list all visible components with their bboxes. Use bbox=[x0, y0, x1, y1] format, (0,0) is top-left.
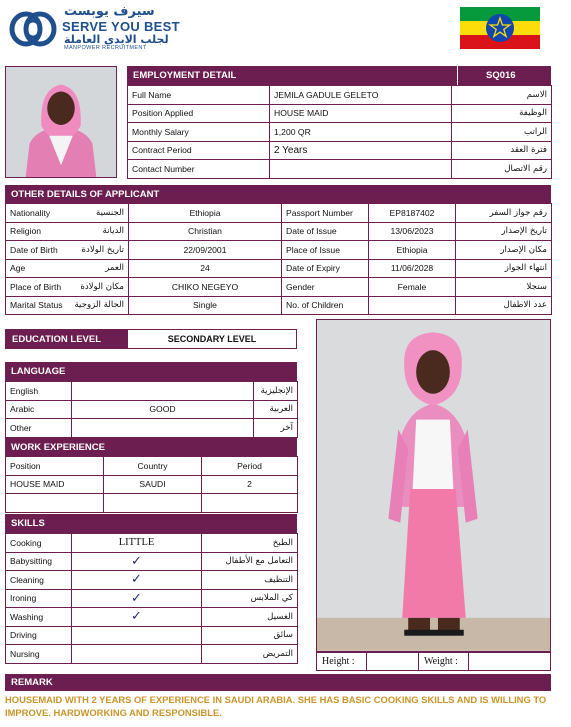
skill-name-arabic: التعامل مع الأطفال bbox=[202, 552, 298, 571]
height-label: Height : bbox=[317, 653, 367, 670]
field-label: Monthly Salary bbox=[128, 123, 270, 142]
checkmark-icon: ✓ bbox=[131, 590, 142, 606]
logo-knot-icon bbox=[8, 8, 58, 50]
skill-level bbox=[72, 645, 202, 664]
field-label: Full Name bbox=[128, 86, 270, 105]
field-value: CHIKO NEGEYO bbox=[129, 278, 282, 297]
field-label: Contact Number bbox=[128, 160, 270, 179]
field-label-arabic: الحالة الزوجية bbox=[66, 296, 129, 315]
language-level: GOOD bbox=[72, 400, 254, 419]
language-row bbox=[6, 419, 298, 438]
field-value: 2 Years bbox=[270, 141, 452, 160]
other-details-section bbox=[5, 185, 551, 315]
remark-header: REMARK bbox=[5, 674, 551, 691]
skill-level bbox=[72, 552, 202, 571]
field-value bbox=[369, 296, 456, 315]
skill-name: Babysitting bbox=[6, 552, 72, 571]
field-label-arabic: عدد الاطفال bbox=[456, 296, 552, 315]
skill-name-arabic: التنظيف bbox=[202, 571, 298, 590]
other-details-row bbox=[6, 296, 552, 315]
employment-row bbox=[128, 160, 552, 179]
employment-table bbox=[127, 85, 552, 179]
field-value: 11/06/2028 bbox=[369, 259, 456, 278]
skill-row bbox=[6, 552, 298, 571]
work-experience-table bbox=[5, 456, 298, 513]
field-label: Date of Issue bbox=[282, 222, 369, 241]
checkmark-icon: ✓ bbox=[131, 609, 142, 625]
skill-row bbox=[6, 626, 298, 645]
skill-name-arabic: التمريض bbox=[202, 645, 298, 664]
skill-name: Nursing bbox=[6, 645, 72, 664]
skill-level bbox=[72, 608, 202, 627]
skill-row bbox=[6, 571, 298, 590]
language-level bbox=[72, 382, 254, 401]
skill-name: Washing bbox=[6, 608, 72, 627]
brand-arabic-tagline: لجلب الايدي العاملة bbox=[64, 33, 169, 46]
field-label-arabic: الديانة bbox=[66, 222, 129, 241]
field-label: Gender bbox=[282, 278, 369, 297]
employment-row bbox=[128, 141, 552, 160]
field-label: Contract Period bbox=[128, 141, 270, 160]
field-label-arabic: العمر bbox=[66, 259, 129, 278]
field-label: Religion bbox=[6, 222, 66, 241]
other-details-row bbox=[6, 222, 552, 241]
field-label-arabic: سنجلا bbox=[456, 278, 552, 297]
skill-level: LITTLE bbox=[72, 534, 202, 553]
work-cell: 2 bbox=[202, 475, 298, 494]
field-value: Single bbox=[129, 296, 282, 315]
work-experience-header: WORK EXPERIENCE bbox=[5, 438, 297, 456]
ethiopia-flag-icon bbox=[460, 7, 540, 49]
skill-level bbox=[72, 571, 202, 590]
skill-name-arabic: الغسيل bbox=[202, 608, 298, 627]
work-cell: HOUSE MAID bbox=[6, 475, 104, 494]
other-details-header: OTHER DETAILS OF APPLICANT bbox=[5, 185, 551, 203]
field-value: 22/09/2001 bbox=[129, 241, 282, 260]
education-level-row bbox=[5, 329, 297, 349]
employment-detail-title: EMPLOYMENT DETAIL bbox=[133, 70, 237, 81]
skill-row bbox=[6, 589, 298, 608]
checkmark-icon: ✓ bbox=[131, 572, 142, 588]
language-row bbox=[6, 400, 298, 419]
column-header: Position bbox=[6, 457, 104, 476]
field-label-arabic: تاريخ الولادة bbox=[66, 241, 129, 260]
language-name-arabic: آخر bbox=[254, 419, 298, 438]
language-table bbox=[5, 381, 298, 438]
field-label-arabic: الاسم bbox=[452, 86, 552, 105]
field-label-arabic: رقم الاتصال bbox=[452, 160, 552, 179]
field-label-arabic: فترة العقد bbox=[452, 141, 552, 160]
work-cell bbox=[6, 494, 104, 513]
field-label: No. of Children bbox=[282, 296, 369, 315]
education-level-value: SECONDARY LEVEL bbox=[167, 334, 257, 344]
work-experience-section bbox=[5, 438, 297, 513]
field-value: JEMILA GADULE GELETO bbox=[270, 86, 452, 105]
field-value: Female bbox=[369, 278, 456, 297]
field-label-arabic: رقم جواز السفر bbox=[456, 204, 552, 223]
field-value bbox=[270, 160, 452, 179]
skill-name: Ironing bbox=[6, 589, 72, 608]
weight-value bbox=[469, 653, 550, 670]
field-label-arabic: الوظيفة bbox=[452, 104, 552, 123]
field-value: HOUSE MAID bbox=[270, 104, 452, 123]
field-value: 1,200 QR bbox=[270, 123, 452, 142]
field-value: Ethiopia bbox=[369, 241, 456, 260]
field-label-arabic: الراتب bbox=[452, 123, 552, 142]
applicant-photo-full bbox=[316, 319, 551, 652]
other-details-row bbox=[6, 241, 552, 260]
field-label: Nationality bbox=[6, 204, 66, 223]
field-label: Place of Issue bbox=[282, 241, 369, 260]
employment-detail-header bbox=[127, 66, 551, 85]
work-header-row bbox=[6, 457, 298, 476]
field-value: EP8187402 bbox=[369, 204, 456, 223]
language-header: LANGUAGE bbox=[5, 362, 297, 381]
skills-table bbox=[5, 533, 298, 664]
skill-name-arabic: كي الملابس bbox=[202, 589, 298, 608]
measurements-row bbox=[316, 652, 551, 671]
skill-name-arabic: الطبخ bbox=[202, 534, 298, 553]
brand-name: SERVE YOU BEST bbox=[62, 19, 180, 34]
field-label-arabic: انتهاء الجواز bbox=[456, 259, 552, 278]
field-label: Date of Expiry bbox=[282, 259, 369, 278]
field-label: Passport Number bbox=[282, 204, 369, 223]
skill-name-arabic: سائق bbox=[202, 626, 298, 645]
skill-row bbox=[6, 608, 298, 627]
field-label: Marital Status bbox=[6, 296, 66, 315]
language-name: English bbox=[6, 382, 72, 401]
field-value: Ethiopia bbox=[129, 204, 282, 223]
skill-row bbox=[6, 645, 298, 664]
field-label: Date of Birth bbox=[6, 241, 66, 260]
work-row bbox=[6, 494, 298, 513]
column-header: Period bbox=[202, 457, 298, 476]
work-cell: SAUDI bbox=[104, 475, 202, 494]
language-row bbox=[6, 382, 298, 401]
skill-row bbox=[6, 534, 298, 553]
language-name: Arabic bbox=[6, 400, 72, 419]
skills-section bbox=[5, 514, 297, 664]
skill-name: Cleaning bbox=[6, 571, 72, 590]
language-level bbox=[72, 419, 254, 438]
field-value: 24 bbox=[129, 259, 282, 278]
skill-level bbox=[72, 589, 202, 608]
other-details-table bbox=[5, 203, 552, 315]
column-header: Country bbox=[104, 457, 202, 476]
remark-text: HOUSEMAID WITH 2 YEARS OF EXPERIENCE IN SAUDI ARABIA. SHE HAS BASIC COOKING SKILLS AND IS WILLING TO IMPROVE. HARDWORKING AND RESPONSIBLE. bbox=[5, 694, 547, 718]
other-details-row bbox=[6, 204, 552, 223]
employment-detail-section bbox=[127, 66, 551, 179]
height-value bbox=[367, 653, 419, 670]
language-name-arabic: الإنجليزية bbox=[254, 382, 298, 401]
field-label-arabic: مكان الإصدار bbox=[456, 241, 552, 260]
language-section bbox=[5, 362, 297, 438]
language-name: Other bbox=[6, 419, 72, 438]
field-label-arabic: الجنسية bbox=[66, 204, 129, 223]
field-label: Position Applied bbox=[128, 104, 270, 123]
other-details-row bbox=[6, 278, 552, 297]
language-name-arabic: العربية bbox=[254, 400, 298, 419]
skill-level bbox=[72, 626, 202, 645]
field-label: Age bbox=[6, 259, 66, 278]
skills-header: SKILLS bbox=[5, 514, 297, 533]
field-value: Christian bbox=[129, 222, 282, 241]
field-value: 13/06/2023 bbox=[369, 222, 456, 241]
employment-row bbox=[128, 86, 552, 105]
education-level-label: EDUCATION LEVEL bbox=[6, 330, 128, 348]
field-label-arabic: تاريخ الإصدار bbox=[456, 222, 552, 241]
skill-name: Cooking bbox=[6, 534, 72, 553]
weight-label: Weight : bbox=[419, 653, 469, 670]
field-label: Place of Birth bbox=[6, 278, 66, 297]
brand-arabic-name: سيرف يوبست bbox=[64, 4, 155, 19]
work-cell bbox=[202, 494, 298, 513]
brand-tagline: MANPOWER RECRUITMENT bbox=[64, 45, 147, 51]
skill-name: Driving bbox=[6, 626, 72, 645]
other-details-row bbox=[6, 259, 552, 278]
field-label-arabic: مكان الولادة bbox=[66, 278, 129, 297]
work-row bbox=[6, 475, 298, 494]
checkmark-icon: ✓ bbox=[131, 553, 142, 569]
applicant-photo-small bbox=[5, 66, 117, 178]
employment-row bbox=[128, 123, 552, 142]
work-cell bbox=[104, 494, 202, 513]
employment-row bbox=[128, 104, 552, 123]
applicant-code: SQ016 bbox=[457, 66, 551, 85]
